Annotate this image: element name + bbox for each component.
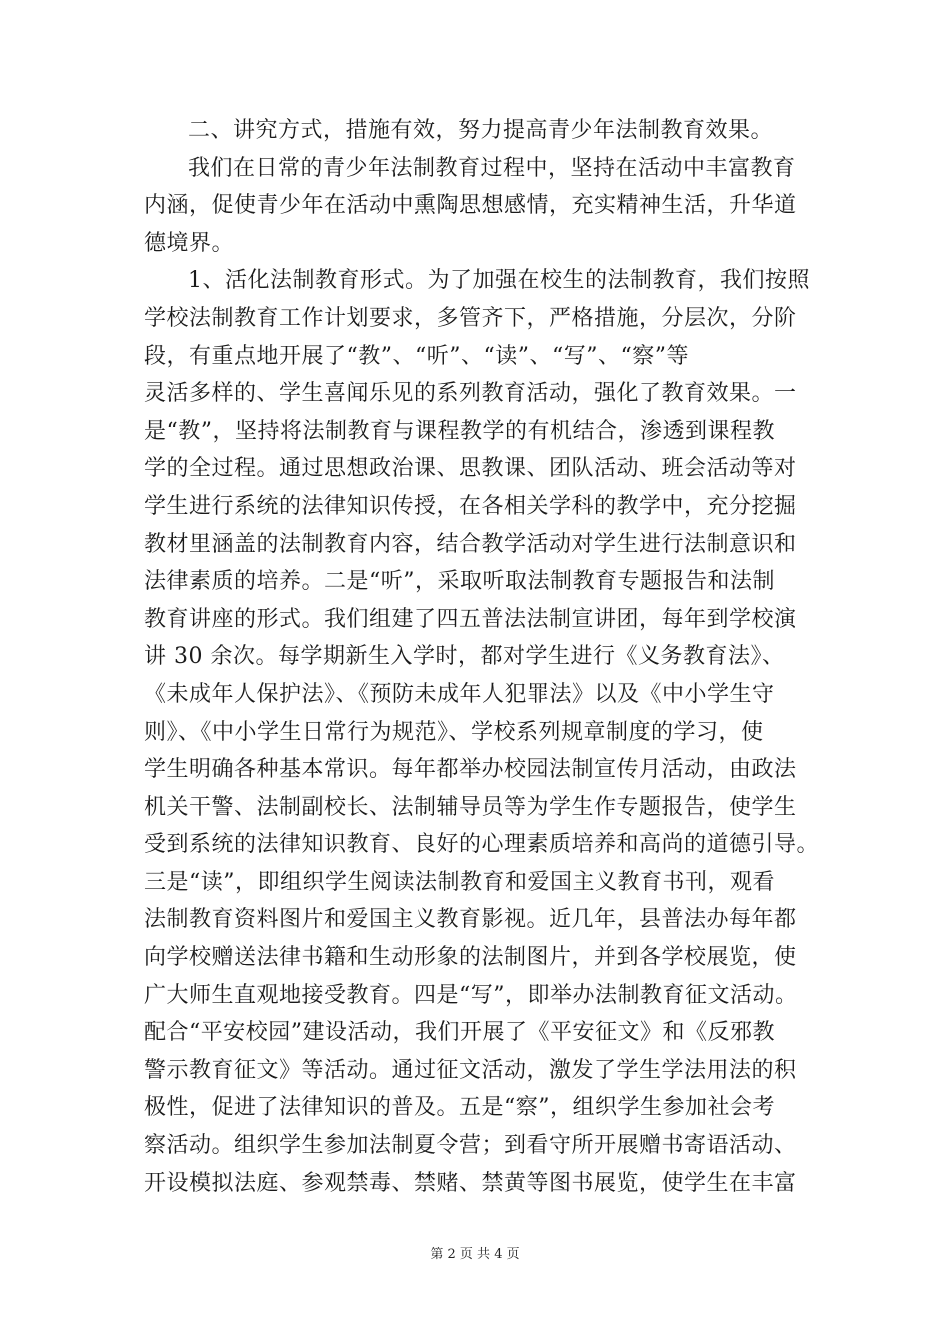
document-body <box>144 112 820 1202</box>
text-line: 学的全过程。通过思想政治课、思教课、团队活动、班会活动等对 <box>144 456 797 482</box>
text-line: 向学校赠送法律书籍和生动形象的法制图片，并到各学校展览，使 <box>144 945 797 971</box>
text-line: 法制教育资料图片和爱国主义教育影视。近几年，县普法办每年都 <box>144 907 797 933</box>
text-line: 极性，促进了法律知识的普及。五是“察”，组织学生参加社会考 <box>144 1095 775 1121</box>
text-line: 内涵，促使青少年在活动中熏陶思想感情，充实精神生活，升华道 <box>144 193 797 219</box>
text-line: 三是“读”，即组织学生阅读法制教育和爱国主义教育书刊，观看 <box>144 869 775 895</box>
text-line: 学生进行系统的法律知识传授，在各相关学科的教学中，充分挖掘 <box>144 493 797 519</box>
text-line: 机关干警、法制副校长、法制辅导员等为学生作专题报告，使学生 <box>144 794 797 820</box>
text-line: 我们在日常的青少年法制教育过程中，坚持在活动中丰富教育 <box>188 155 796 181</box>
text-line: 教材里涵盖的法制教育内容，结合教学活动对学生进行法制意识和 <box>144 531 797 557</box>
text-line: 广大师生直观地接受教育。四是“写”，即举办法制教育征文活动。 <box>144 982 798 1008</box>
text-line: 则》、《中小学生日常行为规范》、学校系列规章制度的学习，使 <box>144 719 764 745</box>
text-line: 学校法制教育工作计划要求，多管齐下，严格措施，分层次，分阶 <box>144 305 797 331</box>
text-line: 学生明确各种基本常识。每年都举办校园法制宣传月活动，由政法 <box>144 757 797 783</box>
text-line: 开设模拟法庭、参观禁毒、禁赌、禁黄等图书展览，使学生在丰富 <box>144 1170 797 1196</box>
text-line: 教育讲座的形式。我们组建了四五普法法制宣讲团，每年到学校演 <box>144 606 797 632</box>
text-line: 是“教”，坚持将法制教育与课程教学的有机结合，渗透到课程教 <box>144 418 775 444</box>
text-line: 法律素质的培养。二是“听”，采取听取法制教育专题报告和法制 <box>144 569 775 595</box>
text-line: 配合“平安校园”建设活动，我们开展了《平安征文》和《反邪教 <box>144 1020 775 1046</box>
text-line: 灵活多样的、学生喜闻乐见的系列教育活动，强化了教育效果。一 <box>144 381 797 407</box>
text-line: 警示教育征文》等活动。通过征文活动，激发了学生学法用法的积 <box>144 1057 797 1083</box>
text-line: 察活动。组织学生参加法制夏令营；到看守所开展赠书寄语活动、 <box>144 1133 797 1159</box>
text-line: 段，有重点地开展了“教”、“听”、“读”、“写”、“察”等 <box>144 343 689 369</box>
page-number-label: 第 2 页 共 4 页 <box>430 1247 520 1262</box>
text-line: 讲 30 余次。每学期新生入学时，都对学生进行《义务教育法》、 <box>144 644 785 670</box>
text-line: 二、讲究方式，措施有效，努力提高青少年法制教育效果。 <box>188 118 774 143</box>
page-footer <box>0 1246 950 1264</box>
text-line: 《未成年人保护法》、《预防未成年人犯罪法》以及《中小学生守 <box>144 681 775 707</box>
text-line: 德境界。 <box>144 230 235 256</box>
text-line: 1、活化法制教育形式。为了加强在校生的法制教育，我们按照 <box>188 268 810 294</box>
text-line: 受到系统的法律知识教育、良好的心理素质培养和高尚的道德引导。 <box>144 832 820 858</box>
